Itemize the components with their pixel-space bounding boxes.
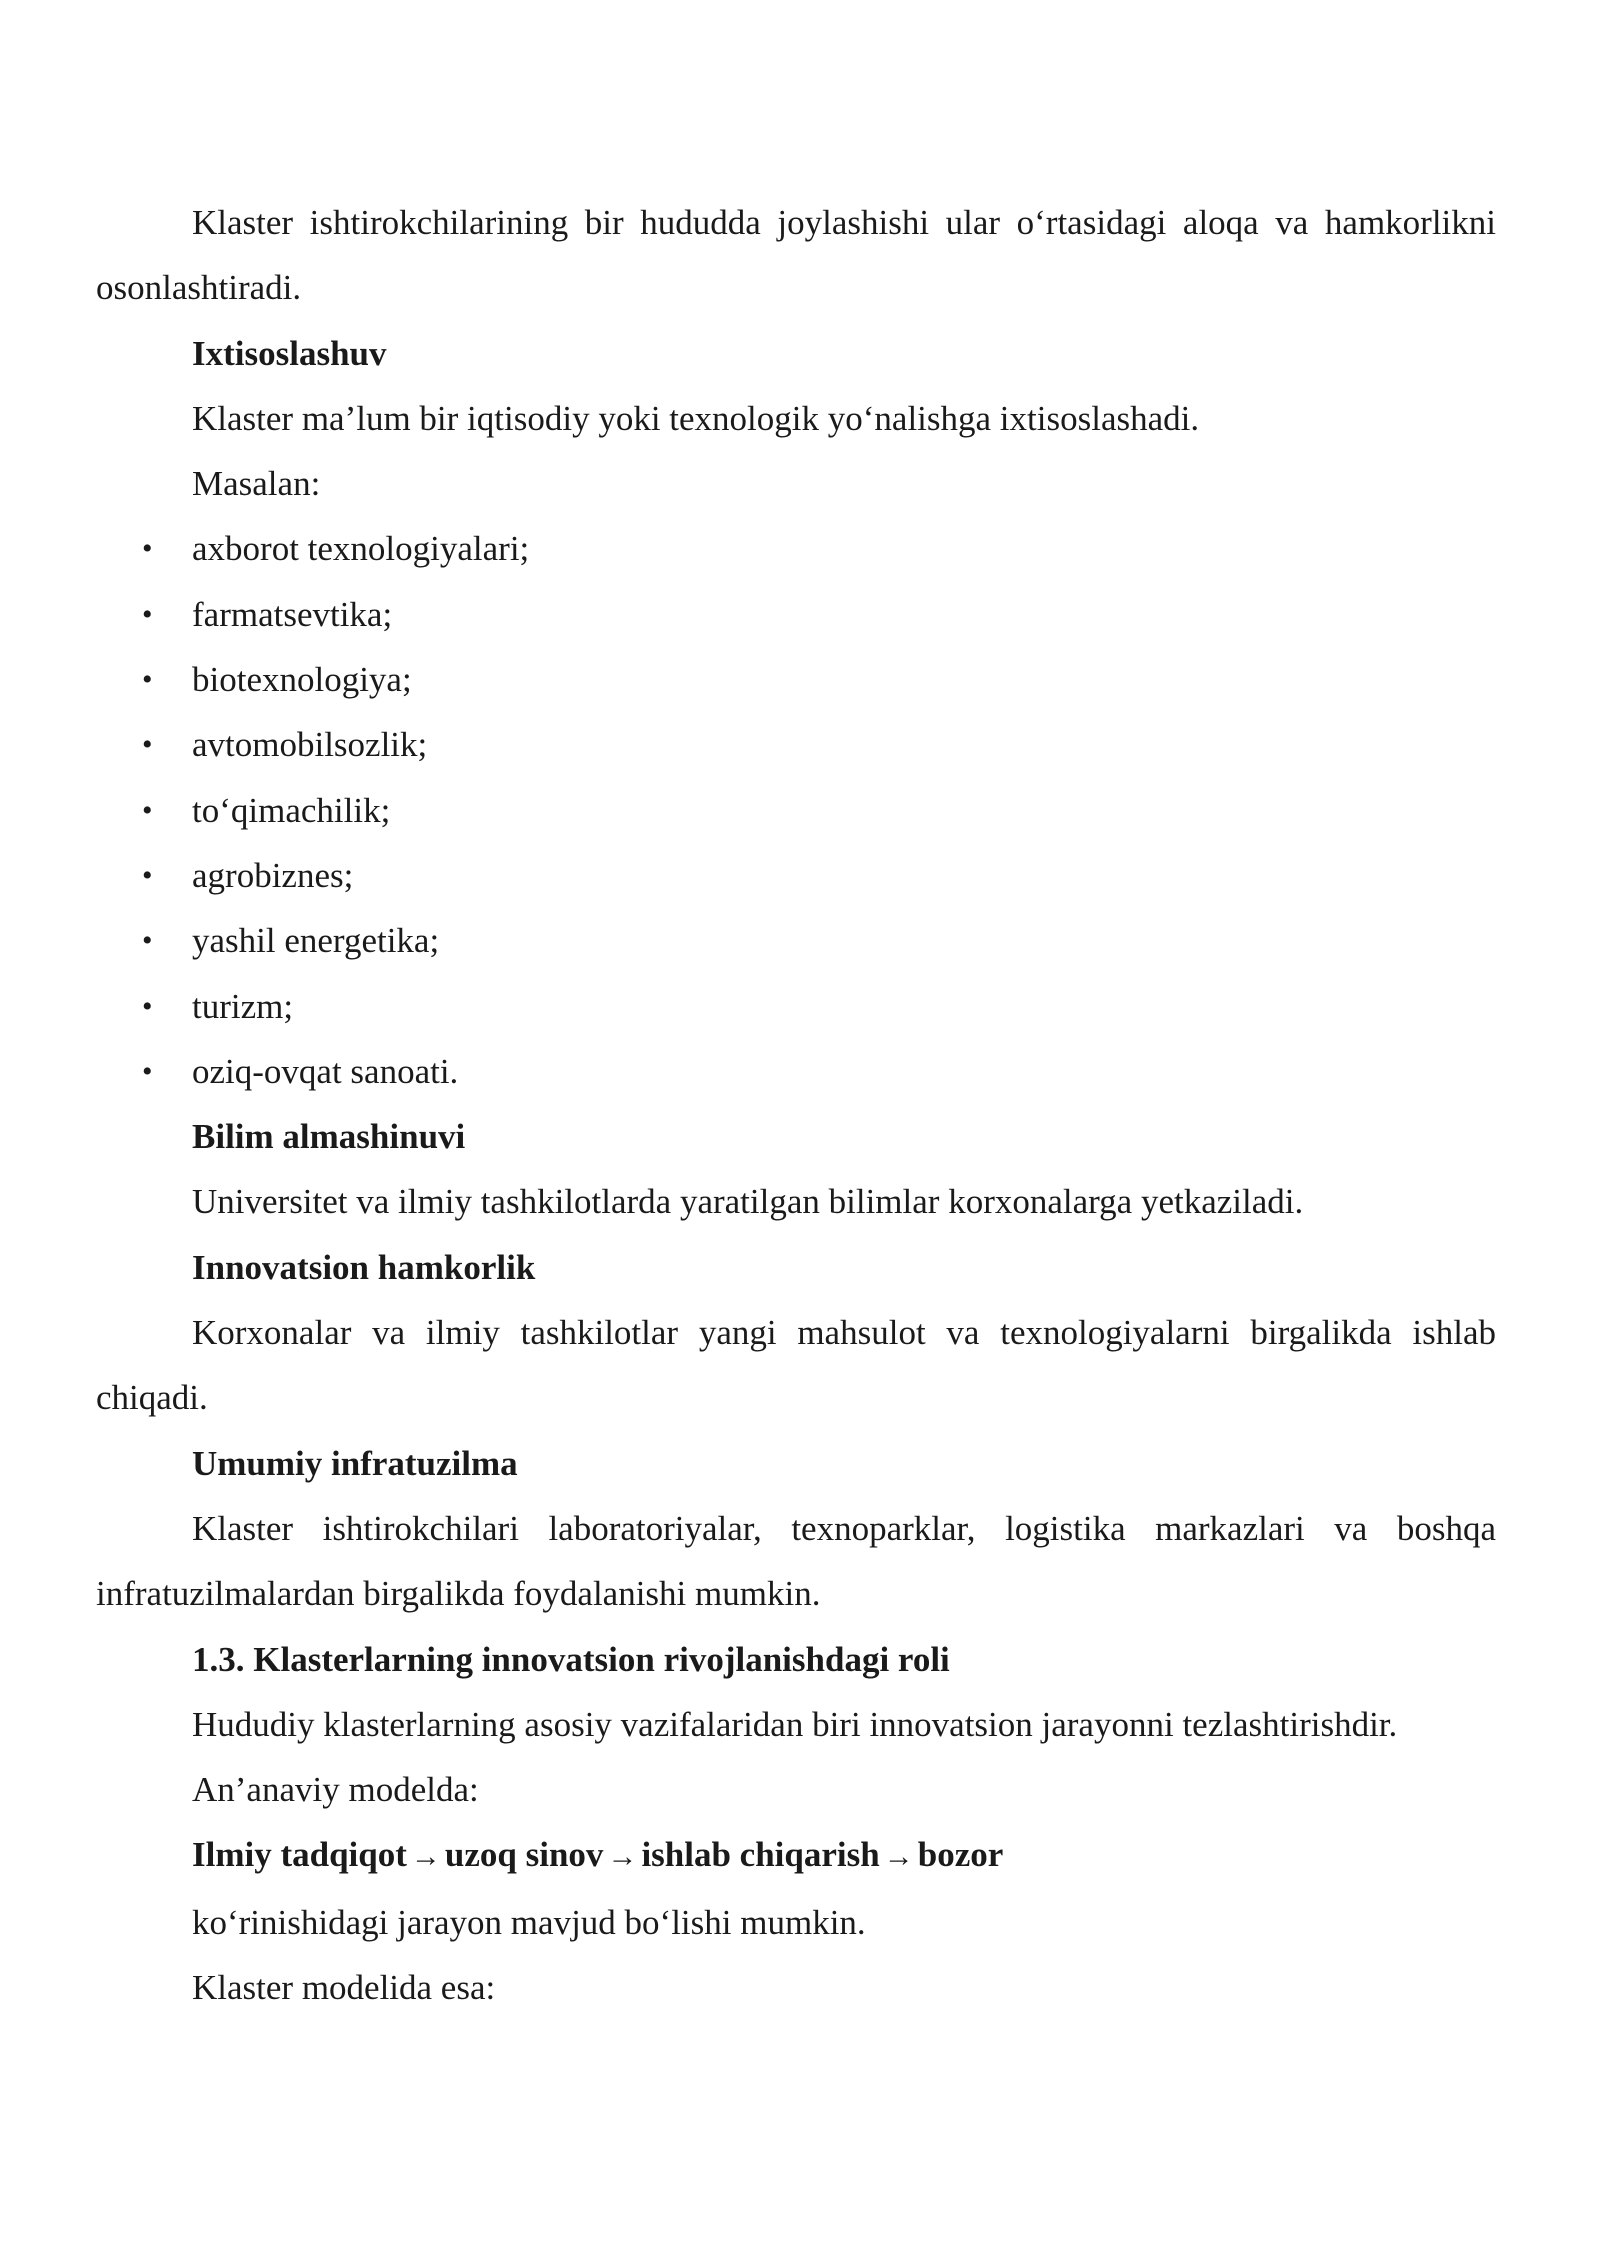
paragraph-specialization: Klaster ma’lum bir iqtisodiy yoki texnologik yo‘nalishga ixtisoslashadi.: [192, 398, 1200, 438]
heading-umumiy-infratuzilma: Umumiy infratuzilma: [192, 1443, 518, 1483]
heading-bilim-almashinuvi: Bilim almashinuvi: [192, 1117, 466, 1157]
bullet-icon: •: [142, 532, 153, 566]
list-item: [96, 582, 1496, 647]
list-item-text: yashil energetika;: [192, 921, 440, 961]
list-item-text: avtomobilsozlik;: [192, 725, 428, 765]
section-heading: 1.3. Klasterlarning innovatsion rivojlanishdagi roli: [192, 1639, 950, 1679]
arrow-right-icon: →: [607, 1840, 638, 1874]
list-item-text: biotexnologiya;: [192, 660, 412, 700]
list-item-text: axborot texnologiyalari;: [192, 529, 530, 569]
list-item: [96, 712, 1496, 777]
paragraph-knowledge-transfer: Universitet va ilmiy tashkilotlarda yaratilgan bilimlar korxonalarga yetkaziladi.: [192, 1182, 1304, 1222]
bullet-icon: •: [142, 793, 153, 827]
specialization-list: [96, 516, 1496, 1104]
paragraph-traditional-model: An’anaviy modelda:: [192, 1770, 479, 1810]
flow-step: uzoq sinov: [444, 1835, 604, 1875]
list-item-text: turizm;: [192, 986, 294, 1026]
paragraph-colocation: Klaster ishtirokchilarining bir hududda joylashishi ular o‘rtasidagi aloqa va hamkorlikni osonlashtiradi.: [96, 203, 1496, 308]
arrow-right-icon: →: [883, 1840, 914, 1874]
paragraph-process-view: ko‘rinishidagi jarayon mavjud bo‘lishi mumkin.: [192, 1902, 866, 1942]
paragraph-cluster-model: Klaster modelida esa:: [192, 1968, 496, 2008]
list-item: [96, 1039, 1496, 1104]
list-item-text: agrobiznes;: [192, 855, 354, 895]
list-item-text: farmatsevtika;: [192, 594, 393, 634]
paragraph-innovation-cooperation: Korxonalar va ilmiy tashkilotlar yangi mahsulot va texnologiyalarni birgalikda ishlab chiqadi.: [96, 1313, 1496, 1418]
list-item: [96, 778, 1496, 843]
bullet-icon: •: [142, 858, 153, 892]
heading-innovatsion-hamkorlik: Innovatsion hamkorlik: [192, 1247, 536, 1287]
paragraph-masalan: Masalan:: [192, 464, 321, 504]
list-item-text: to‘qimachilik;: [192, 790, 391, 830]
list-item: [96, 516, 1496, 581]
paragraph-shared-infrastructure: Klaster ishtirokchilari laboratoriyalar, texnoparklar, logistika markazlari va boshqa infratuzilmalardan birgalikda foydalanishi mumkin.: [96, 1508, 1496, 1614]
bullet-icon: •: [142, 989, 153, 1023]
bullet-icon: •: [142, 924, 153, 958]
heading-ixtisoslashuv: Ixtisoslashuv: [192, 333, 387, 373]
arrow-right-icon: →: [410, 1840, 441, 1874]
flow-step: bozor: [917, 1835, 1004, 1875]
paragraph-regional-clusters: Hududiy klasterlarning asosiy vazifalaridan biri innovatsion jarayonni tezlashtirishdir.: [192, 1704, 1398, 1744]
list-item-text: oziq-ovqat sanoati.: [192, 1051, 459, 1091]
process-flow: [96, 1822, 1496, 1889]
bullet-icon: •: [142, 728, 153, 762]
document-page: [96, 190, 1496, 2020]
bullet-icon: •: [142, 663, 153, 697]
list-item: [96, 974, 1496, 1039]
flow-step: ishlab chiqarish: [641, 1835, 880, 1875]
bullet-icon: •: [142, 597, 153, 631]
list-item: [96, 647, 1496, 712]
list-item: [96, 843, 1496, 908]
list-item: [96, 908, 1496, 973]
flow-step: Ilmiy tadqiqot: [192, 1835, 407, 1875]
bullet-icon: •: [142, 1054, 153, 1088]
